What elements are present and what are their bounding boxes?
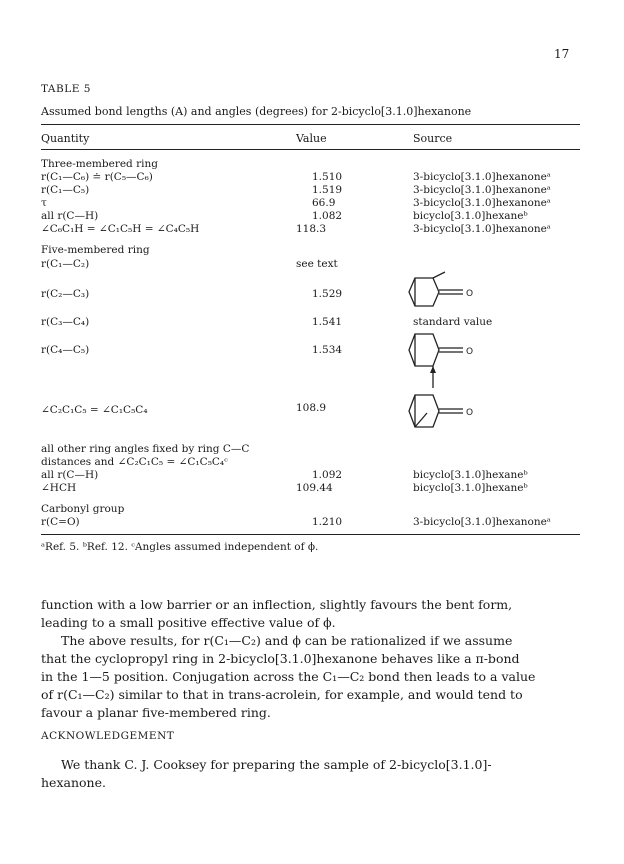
table-cell-source: bicyclo[3.1.0]hexaneᵇ [413, 469, 528, 481]
body-line: function with a low barrier or an inflection, slightly favours the bent form, [41, 597, 513, 612]
table-row: r(C=O) [41, 516, 80, 528]
table-bottom-rule [41, 534, 580, 535]
table-cell-source: bicyclo[3.1.0]hexaneᵇ [413, 482, 528, 494]
page-number: 17 [554, 47, 570, 61]
table-row: ∠C₆C₁H = ∠C₁C₅H = ∠C₄C₅H [41, 223, 200, 235]
table-footnote: ᵃRef. 5. ᵇRef. 12. ᶜAngles assumed independent of ϕ. [41, 541, 319, 553]
table-row: ∠HCH [41, 482, 77, 494]
table-cell-source: 3-bicyclo[3.1.0]hexanoneᵃ [413, 171, 551, 183]
structure-diagram-3 [405, 389, 485, 433]
table-cell-value: 1.210 [312, 516, 343, 528]
carbonyl-o-label: O [466, 408, 474, 418]
header-value: Value [296, 132, 327, 145]
table-cell-source: 3-bicyclo[3.1.0]hexanoneᵃ [413, 197, 551, 209]
table-row: all r(C—H) [41, 469, 99, 481]
table-cell-source: 3-bicyclo[3.1.0]hexanoneᵃ [413, 516, 551, 528]
table-cell-source: standard value [413, 316, 493, 328]
table-top-rule [41, 124, 580, 125]
table-cell-value: 1.529 [312, 288, 343, 300]
table-caption: Assumed bond lengths (A) and angles (degrees) for 2-bicyclo[3.1.0]hexanone [41, 105, 472, 118]
table-row: Five-membered ring [41, 244, 150, 256]
body-line: leading to a small positive effective value of ϕ. [41, 615, 336, 630]
table-cell-value: 1.534 [312, 344, 343, 356]
table-row: Carbonyl group [41, 503, 125, 515]
table-cell-value: 1.510 [312, 171, 343, 183]
table-cell-value: 1.519 [312, 184, 343, 196]
table-cell-source: bicyclo[3.1.0]hexaneᵇ [413, 210, 528, 222]
table-row: all r(C—H) [41, 210, 99, 222]
table-row: r(C₄—C₅) [41, 344, 90, 356]
structure-diagram-1 [405, 270, 485, 314]
structure-diagram-2 [405, 330, 485, 396]
acknowledgement-line: We thank C. J. Cooksey for preparing the sample of 2-bicyclo[3.1.0]- [61, 757, 492, 772]
header-quantity: Quantity [41, 132, 90, 145]
table-header-rule [41, 149, 580, 150]
header-source: Source [413, 132, 453, 145]
table-row: ∠C₂C₁C₅ = ∠C₁C₅C₄ [41, 404, 148, 416]
body-line: The above results, for r(C₁—C₂) and ϕ can be rationalized if we assume [61, 633, 513, 648]
table-cell-value: 1.092 [312, 469, 343, 481]
table-row: Three-membered ring [41, 158, 158, 170]
body-line: that the cyclopropyl ring in 2-bicyclo[3.1.0]hexanone behaves like a π-bond [41, 651, 520, 666]
body-line: favour a planar five-membered ring. [41, 705, 271, 720]
table-cell-value: 66.9 [312, 197, 336, 209]
table-cell-value: see text [296, 258, 338, 270]
table-row: r(C₁—C₂) [41, 258, 90, 270]
carbonyl-o-label: O [466, 347, 474, 357]
body-line: of r(C₁—C₂) similar to that in trans-acrolein, for example, and would tend to [41, 687, 523, 702]
table-cell-value: 108.9 [296, 402, 327, 414]
body-line: in the 1—5 position. Conjugation across the C₁—C₂ bond then leads to a value [41, 669, 536, 684]
table-row: r(C₁—C₆) ≐ r(C₅—C₆) [41, 171, 153, 183]
table-cell-source: 3-bicyclo[3.1.0]hexanoneᵃ [413, 223, 551, 235]
table-row: τ [41, 197, 47, 209]
table-label: TABLE 5 [41, 83, 91, 95]
table-row: r(C₃—C₄) [41, 316, 90, 328]
carbonyl-o-label: O [466, 289, 474, 299]
table-cell-value: 1.082 [312, 210, 343, 222]
table-row: r(C₂—C₃) [41, 288, 90, 300]
table-cell-source: 3-bicyclo[3.1.0]hexanoneᵃ [413, 184, 551, 196]
table-cell-value: 118.3 [296, 223, 327, 235]
table-row: all other ring angles fixed by ring C—C [41, 443, 250, 455]
acknowledgement-heading: ACKNOWLEDGEMENT [41, 730, 175, 742]
table-row: r(C₁—C₅) [41, 184, 90, 196]
table-row: distances and ∠C₂C₁C₅ = ∠C₁C₅C₄ᶜ [41, 456, 228, 468]
table-cell-value: 1.541 [312, 316, 343, 328]
acknowledgement-line: hexanone. [41, 775, 106, 790]
table-cell-value: 109.44 [296, 482, 333, 494]
